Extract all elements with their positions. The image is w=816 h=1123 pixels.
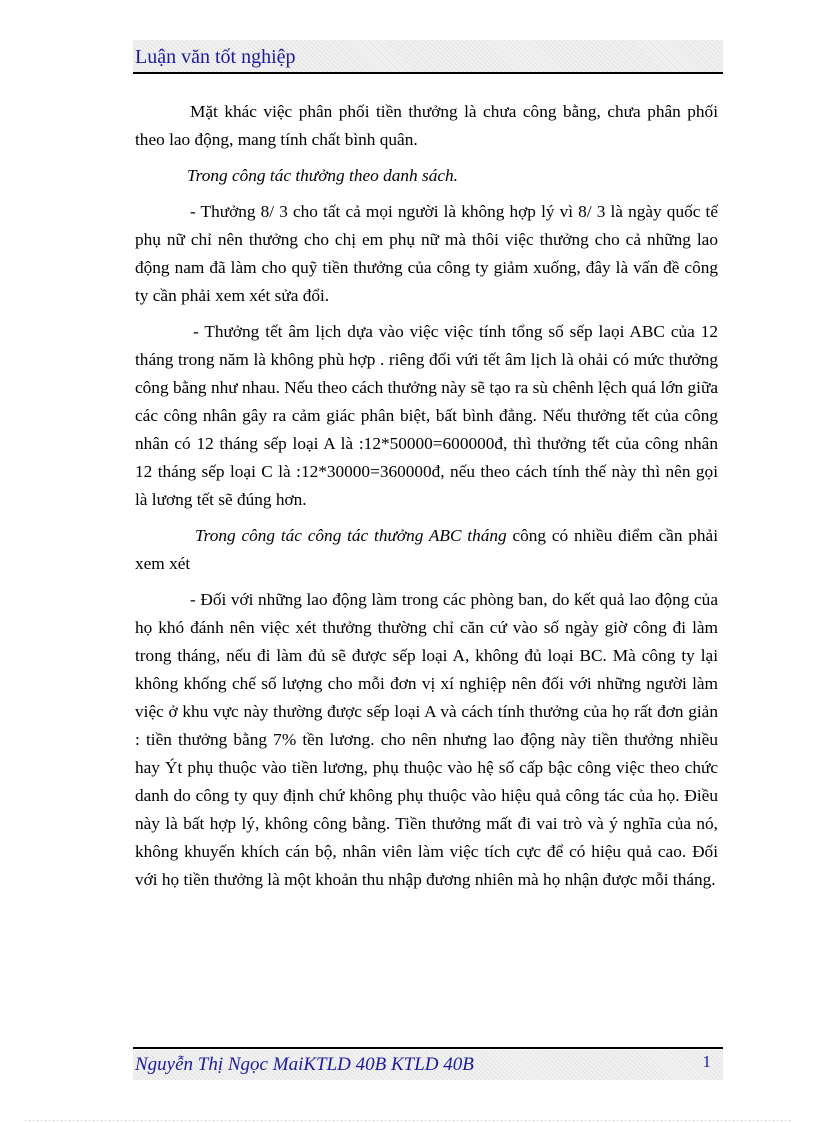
paragraph-office-staff-bonus: - Đối với những lao động làm trong các phòng ban, do kết quả lao động của họ khó đánh nên việc xét thưởng thường chỉ căn cứ vào số ngày giờ công đi làm trong tháng, nếu đi làm đủ sẽ được sếp loại A, không đủ loại BC. Mà công ty lại không khống chế số lượng cho mỗi đơn vị xí nghiệp nên đối với những người làm việc ở khu vực này thường được sếp loại A và cách tính thưởng của họ rất đơn giản : tiền thưởng bằng 7% tền lương. cho nên nhưng lao động này tiền thưởng nhiều hay Ýt phụ thuộc vào tiền lương, phụ thuộc vào hệ số cấp bậc công việc theo chức danh do công ty quy định chứ không phụ thuộc vào hiệu quả công tác của họ. Điều này là bất hợp lý, không công bằng. Tiền thưởng mất đi vai trò và ý nghĩa của nó, không khuyến khích cán bộ, nhân viên làm việc tích cực để có hiệu quả cao. Đối với họ tiền thưởng là một khoản thu nhập đương nhiên mà họ nhận được mỗi tháng. — [135, 590, 718, 889]
footer-divider — [133, 1047, 723, 1049]
header-divider — [133, 72, 723, 74]
paragraph-intro: Mặt khác việc phân phối tiền thưởng là chưa công bằng, chưa phân phối theo lao động, mang tính chất bình quân. — [135, 102, 718, 149]
header-title: Luận văn tốt nghiệp — [135, 46, 296, 68]
document-body — [135, 98, 718, 902]
bottom-dotted-line — [25, 1120, 791, 1121]
section-heading-list-bonus: Trong công tác thưởng theo danh sách. — [187, 166, 458, 185]
page-number: 1 — [702, 1052, 711, 1071]
page-header — [133, 40, 723, 73]
paragraph-abc-monthly-heading — [135, 522, 718, 578]
section-heading-abc-monthly: Trong công tác công tác thưởng ABC tháng — [195, 526, 507, 545]
paragraph-women-day-bonus: - Thưởng 8/ 3 cho tất cả mọi người là không hợp lý vì 8/ 3 là ngày quốc tế phụ nữ chỉ nên thưởng cho chị em phụ nữ mà thôi việc thưởng cho cả những lao động nam đã làm cho quỹ tiền thưởng của công ty giảm xuống, đây là vấn đề công ty cần phải xem xét sửa đổi. — [135, 202, 718, 305]
footer-author: Nguyễn Thị Ngọc MaiKTLD 40B KTLD 40B — [135, 1054, 474, 1075]
paragraph-abc-monthly-text: công có nhiều điểm cần phải xem xét — [135, 526, 718, 573]
page-footer — [133, 1050, 723, 1080]
paragraph-lunar-new-year-bonus: - Thưởng tết âm lịch dựa vào việc việc tính tổng số sếp laọi ABC của 12 tháng trong năm là không phù hợp . riêng đối vứi tết âm lịch là ohải có mức thưởng công bằng như nhau. Nếu theo cách thưởng này sẽ tạo ra sù chênh lệch quá lớn giữa các công nhân gây ra cảm giác phân biệt, bất bình đẳng. Nếu thưởng tết của công nhân có 12 tháng sếp loại A là :12*50000=600000đ, thì thưởng tết của công nhân 12 tháng sếp loại C là :12*30000=360000đ, nếu theo cách tính thế này thì nên gọi là lương tết sẽ đúng hơn. — [135, 322, 718, 509]
